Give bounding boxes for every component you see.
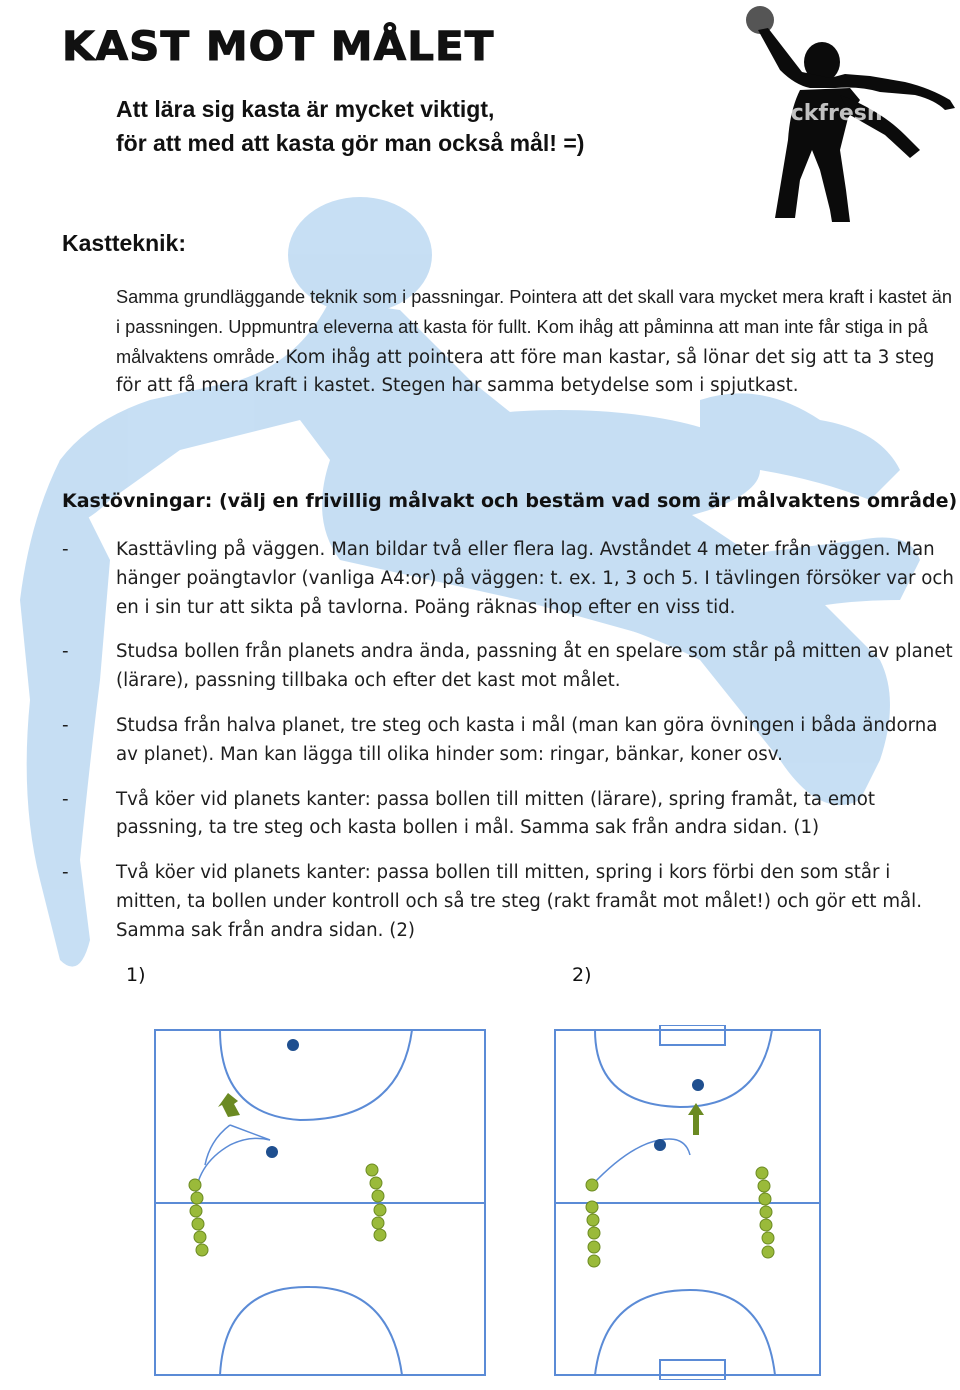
kastteknik-heading: Kastteknik:: [62, 230, 186, 256]
player-marker: [587, 1214, 599, 1226]
player-marker: [762, 1246, 774, 1258]
goal-area-bottom: [595, 1290, 775, 1375]
kastteknik-body-part2: Kom ihåg att pointera att före man kastar, så lönar det sig att ta 3 steg för att få mera kraft i kastet. Stegen har samma betydelse som i spjutkast.: [116, 346, 935, 397]
player-marker: [588, 1255, 600, 1267]
pass-arrow: [592, 1139, 690, 1185]
exercise-list: [62, 536, 960, 962]
diagram-1-label: 1): [126, 964, 146, 986]
teacher-marker: [654, 1139, 666, 1151]
kastteknik-body: [116, 283, 956, 401]
kastovningar-heading: Kastövningar: (välj en frivillig målvakt och bestäm vad som är målvaktens område): [62, 490, 958, 512]
page-title: KAST MOT MÅLET: [62, 24, 495, 70]
player-marker: [189, 1179, 201, 1191]
court-diagram-2: [550, 1025, 830, 1380]
goalkeeper-marker: [692, 1079, 704, 1091]
exercise-item: [62, 712, 960, 770]
player-marker: [760, 1219, 772, 1231]
kastteknik-body-part1: Samma grundläggande teknik som i passningar. Pointera att det skall vara mycket mera kraft i kastet än i passningen. Uppmuntra eleverna att kasta för fullt. Kom ihåg att påminna att man inte får stiga in på målvaktens område.: [116, 287, 953, 367]
shot-direction-arrow: [218, 1093, 240, 1117]
shot-direction-arrow: [688, 1103, 704, 1135]
teacher-marker: [266, 1146, 278, 1158]
goal-area-top: [595, 1030, 772, 1107]
exercise-item: [62, 536, 960, 622]
player-marker: [192, 1218, 204, 1230]
list-dash: -: [62, 539, 69, 560]
player-marker: [759, 1193, 771, 1205]
intro-text: [116, 92, 584, 160]
player-marker: [372, 1217, 384, 1229]
player-marker: [760, 1206, 772, 1218]
player-marker: [586, 1201, 598, 1213]
diagram-2-label: 2): [572, 964, 592, 986]
player-marker: [586, 1179, 598, 1191]
exercise-text: Två köer vid planets kanter: passa bollen till mitten, spring i kors förbi den som står i mitten, ta bollen under kontroll och så tre steg (rakt framåt mot målet!) och gör ett mål. Samma sak från andra sidan. (2): [116, 862, 923, 941]
pass-arrow: [230, 1125, 270, 1140]
run-arrow: [205, 1125, 230, 1165]
intro-line-2: för att med att kasta gör man också mål! =): [116, 130, 585, 156]
player-marker: [191, 1192, 203, 1204]
player-marker: [756, 1167, 768, 1179]
watermark-text: stockfresh: [752, 101, 883, 126]
exercise-text: Studsa bollen från planets andra ända, passning åt en spelare som står på mitten av planet (lärare), passning tillbaka och efter det kast mot målet.: [116, 641, 953, 692]
court-diagram-1: [150, 1025, 490, 1380]
exercise-item: [62, 859, 960, 945]
list-dash: -: [62, 714, 69, 736]
handball-player-silhouette-image: [740, 0, 960, 225]
exercise-item: [62, 638, 960, 696]
player-marker: [374, 1204, 386, 1216]
goalkeeper-marker: [287, 1039, 299, 1051]
list-dash: -: [62, 788, 69, 810]
goal-area-bottom: [220, 1287, 402, 1375]
intro-line-1: Att lära sig kasta är mycket viktigt,: [116, 96, 495, 122]
player-marker: [588, 1241, 600, 1253]
goal-area-top: [220, 1030, 412, 1120]
pass-arrow: [195, 1138, 270, 1203]
goal-bottom: [660, 1360, 725, 1380]
player-marker: [372, 1190, 384, 1202]
player-marker: [762, 1232, 774, 1244]
player-marker: [366, 1164, 378, 1176]
player-marker: [190, 1205, 202, 1217]
list-dash: -: [62, 641, 69, 663]
player-marker: [758, 1180, 770, 1192]
player-marker: [374, 1229, 386, 1241]
player-marker: [370, 1177, 382, 1189]
player-marker: [196, 1244, 208, 1256]
list-dash: -: [62, 862, 69, 884]
player-marker: [194, 1231, 206, 1243]
exercise-item: [62, 786, 960, 844]
exercise-text: Två köer vid planets kanter: passa bollen till mitten (lärare), spring framåt, ta emot passning, ta tre steg och kasta bollen i mål. Samma sak från andra sidan. (1): [116, 788, 876, 839]
player-marker: [588, 1227, 600, 1239]
goal-top: [660, 1025, 725, 1045]
exercise-text: Studsa från halva planet, tre steg och kasta i mål (man kan göra övningen i båda ändorna av planet). Man kan lägga till olika hinder som: ringar, bänkar, koner osv.: [116, 714, 938, 765]
exercise-text: Kasttävling på väggen. Man bildar två eller flera lag. Avståndet 4 meter från väggen. Man hänger poängtavlor (vanliga A4:or) på väggen: t. ex. 1, 3 och 5. I tävlingen försöker var och en i sin tur att sikta på tavlorna. Poäng räknas ihop efter en viss tid.: [116, 539, 954, 618]
